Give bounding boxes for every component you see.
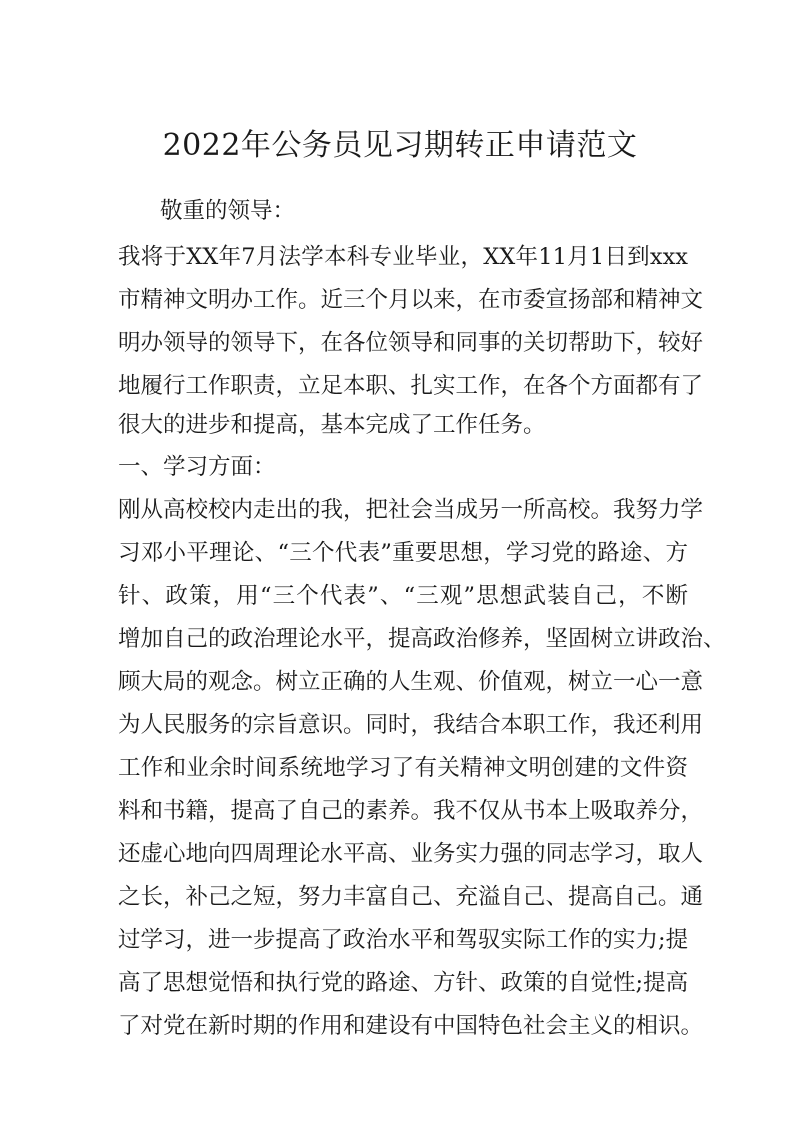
body-line: 工作和业余时间系统地学习了有关精神文明创建的文件资	[118, 755, 688, 781]
body-line: 地履行工作职责，立足本职、扎实工作，在各个方面都有了	[118, 373, 704, 399]
section-heading: 一、学习方面：	[118, 454, 276, 480]
body-line: 高了思想觉悟和执行党的路途、方针、政策的自觉性;提高	[118, 970, 689, 996]
body-line: 我将于XX年7月法学本科专业毕业，XX年11月1日到xxx	[118, 244, 688, 270]
body-line: 为人民服务的宗旨意识。同时，我结合本职工作，我还利用	[118, 712, 704, 738]
body-line: 刚从高校校内走出的我，把社会当成另一所高校。我努力学	[118, 497, 704, 523]
body-line: 很大的进步和提高，基本完成了工作任务。	[118, 412, 546, 438]
body-line: 了对党在新时期的作用和建设有中国特色社会主义的相识。	[118, 1013, 704, 1039]
body-line: 过学习，进一步提高了政治水平和驾驭实际工作的实力;提	[118, 927, 689, 953]
body-line: 料和书籍，提高了自己的素养。我不仅从书本上吸取养分，	[118, 798, 704, 824]
body-line: 之长，补己之短，努力丰富自己、充溢自己、提高自己。通	[118, 884, 704, 910]
body-line: 还虚心地向四周理论水平高、业务实力强的同志学习，取人	[118, 841, 704, 867]
body-line: 针、政策，用“三个代表”、“三观”思想武装自己，不断	[118, 583, 688, 609]
body-line: 市精神文明办工作。近三个月以来，在市委宣扬部和精神文	[118, 287, 704, 313]
body-line: 习邓小平理论、“三个代表”重要思想，学习党的路途、方	[118, 540, 688, 566]
body-line: 顾大局的观念。树立正确的人生观、价值观，树立一心一意	[118, 669, 704, 695]
body-line: 增加自己的政治理论水平，提高政治修养，坚固树立讲政治、	[118, 626, 726, 652]
body-line: 明办领导的领导下，在各位领导和同事的关切帮助下，较好	[118, 330, 704, 356]
document-title: 2022年公务员见习期转正申请范文	[162, 128, 638, 163]
salutation-line: 敬重的领导：	[160, 198, 296, 224]
